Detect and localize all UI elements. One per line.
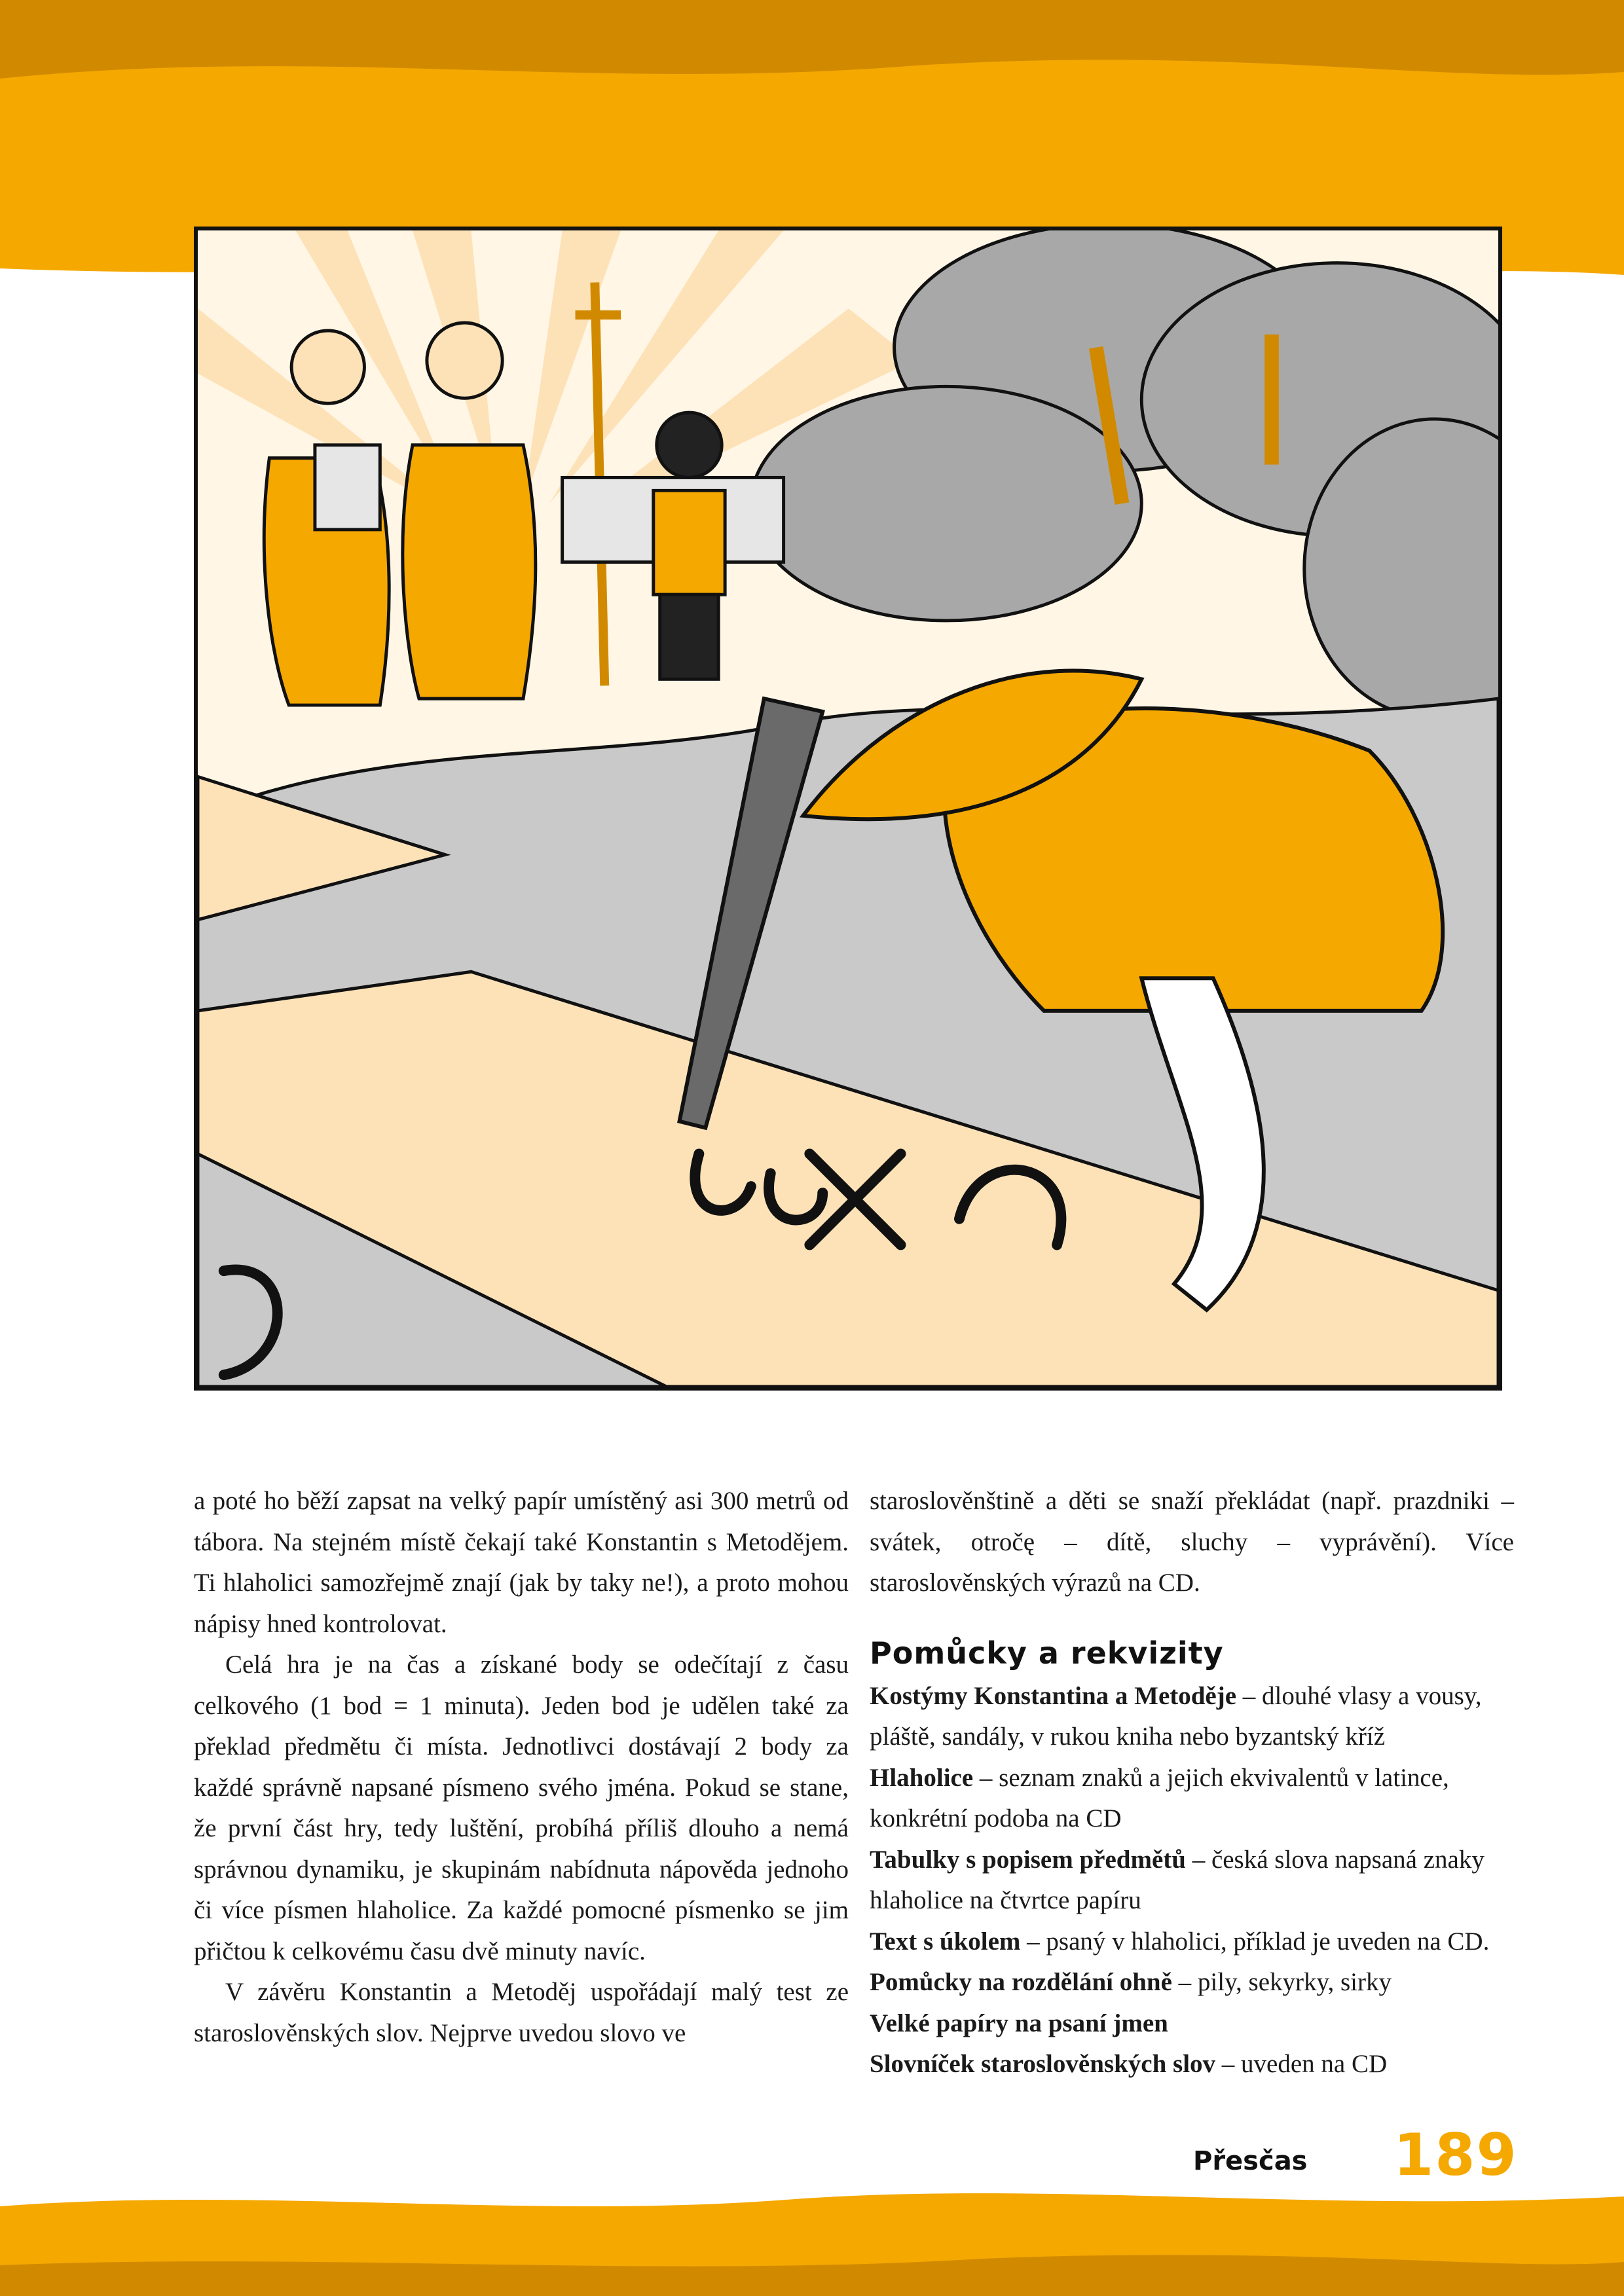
right-text-column <box>870 1481 1514 2085</box>
item-term: Hlaholice <box>870 1763 974 1792</box>
running-footer-title: Přesčas <box>1193 2146 1308 2176</box>
item-desc: – dlouhé vlasy a vousy, pláště, sandály, v rukou kniha nebo byzantský kříž <box>870 1681 1482 1751</box>
list-item <box>870 1840 1514 1922</box>
paragraph: a poté ho běží zapsat na velký papír umístěný asi 300 metrů od tábora. Na stejném místě čekají také Konstantin s Metodějem. Ti hlaholici samozřejmě znají (jak by taky ne!), a proto mohou nápisy hned kontrolovat. <box>194 1487 849 1638</box>
item-term: Text s úkolem <box>870 1927 1021 1956</box>
item-term: Tabulky s popisem předmětů <box>870 1845 1186 1874</box>
props-list <box>870 1676 1514 2085</box>
item-term: Pomůcky na rozdělání ohně <box>870 1968 1172 1996</box>
bottom-band <box>0 2180 1624 2296</box>
item-desc: – uveden na CD <box>1215 2050 1388 2078</box>
item-desc: – seznam znaků a jejich ekvivalentů v latince, konkrétní podoba na CD <box>870 1763 1449 1832</box>
paragraph: Celá hra je na čas a získané body se odečítají z času celkového (1 bod = 1 minuta). Jeden bod je udělen také za překlad předmětu či místa. Jednotlivci dostávají 2 body za každé správně napsané písmeno svého jména. Pokud se stane, že první část hry, tedy luštění, probíhá příliš dlouho a nemá správnou dynamiku, je skupinám nabídnuta nápověda jednoho či více písmen hlaholice. Za každé pomocné písmenko se jim přičtou k celkovému času dvě minuty navíc. <box>194 1650 849 1965</box>
list-item <box>870 1758 1514 1840</box>
item-desc: – psaný v hlaholici, příklad je uveden na CD. <box>1020 1927 1490 1956</box>
list-item <box>870 2003 1514 2045</box>
paragraph: staroslověnštině a děti se snaží překládat (např. prazdniki – svátek, otročę – dítě, sluchy – vyprávění). Více staroslověnských výrazů na CD. <box>870 1487 1514 1597</box>
item-desc: – pily, sekyrky, sirky <box>1172 1968 1392 1996</box>
page-number: 189 <box>1393 2121 1518 2189</box>
list-item <box>870 1922 1514 1963</box>
camp-illustration <box>194 227 1502 1391</box>
list-item <box>870 1676 1514 1758</box>
left-text-column <box>194 1481 849 2054</box>
list-item <box>870 2044 1514 2085</box>
section-heading: Pomůcky a rekvizity <box>870 1635 1224 1671</box>
paragraph: V závěru Konstantin a Metoděj uspořádají malý test ze staroslověnských slov. Nejprve uvedou slovo ve <box>194 1978 849 2047</box>
item-term: Kostýmy Konstantina a Metoděje <box>870 1681 1237 1710</box>
item-term: Slovníček staroslověnských slov <box>870 2050 1216 2078</box>
item-term: Velké papíry na psaní jmen <box>870 2009 1168 2037</box>
item-desc: – česká slova napsaná znaky hlaholice na čtvrtce papíru <box>870 1845 1485 1914</box>
list-item <box>870 1962 1514 2003</box>
